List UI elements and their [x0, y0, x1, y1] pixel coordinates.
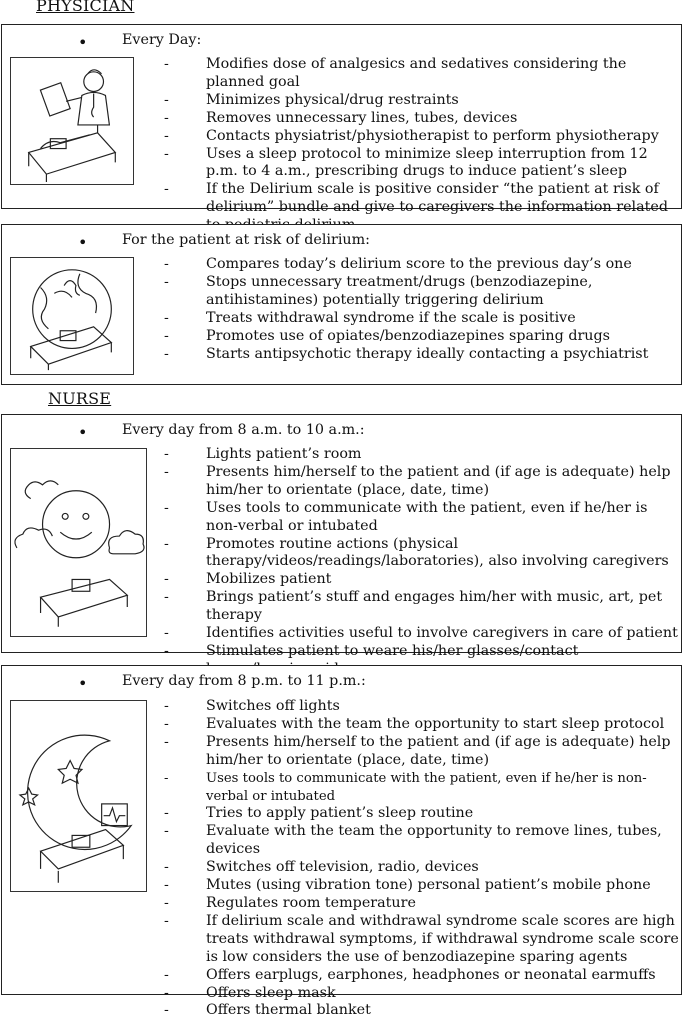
list-item: - Switches off television, radio, devices: [164, 859, 479, 876]
physician-daily-box: [1, 24, 682, 216]
list-item: - Tries to apply patient’s sleep routine: [164, 805, 474, 822]
list-item: - Stimulates patient to weare his/her glasses/contact: [164, 642, 579, 659]
list-item: - Offers sleep mask: [164, 984, 336, 1001]
physician-daily-list: [2, 56, 681, 235]
section-title: Every day from 8 a.m. to 10 a.m.:: [122, 422, 365, 438]
bullet: •: [78, 233, 88, 252]
list-item: - Promotes use of opiates/benzodiazepines sparing drugs: [164, 327, 611, 344]
physician-risk-box: [1, 224, 682, 385]
list-item: - Modifies dose of analgesics and sedatives considering the planned goal: [164, 56, 627, 90]
bullet: •: [78, 33, 88, 52]
list-item: - Stops unnecessary treatment/drugs (benzodiazepine, antihistamines) potentially triggering delirium: [164, 273, 593, 308]
nurse-evening-box: [1, 665, 682, 1019]
nurse-heading: NURSE: [48, 389, 112, 408]
list-item: - Offers thermal blanket: [164, 1002, 371, 1019]
bullet: •: [78, 674, 88, 693]
nurse-evening-list: [2, 698, 681, 1020]
nurse-morning-box: [1, 414, 682, 659]
list-item: - Brings patient’s stuff and engages him/her with music, art, pet therapy: [164, 589, 663, 624]
list-item: - Uses tools to communicate with the patient, even if he/her is non-verbal or intubated: [164, 499, 648, 534]
list-item: - Offers earplugs, earphones, headphones or neonatal earmuffs: [164, 966, 656, 983]
section-title: Every Day:: [122, 32, 202, 48]
physician-heading: PHYSICIAN: [36, 0, 135, 15]
list-item: - Contacts physiatrist/physiotherapist to perform physiotherapy: [164, 127, 659, 144]
list-item: - Treats withdrawal syndrome if the scale is positive: [164, 309, 576, 326]
list-item: - Lights patient’s room: [164, 446, 362, 462]
bullet: •: [78, 423, 88, 442]
list-item: - Regulates room temperature: [164, 894, 416, 911]
list-item: - If delirium scale and withdrawal syndrome scale scores are high treats withdrawal symptoms, if withdrawal syndrome scale score is low considers the use of benzodiazepine sparing agents: [164, 912, 679, 965]
list-item: - Identifies activities useful to involve caregivers in care of patient: [164, 625, 678, 642]
list-item: - Switches off lights: [164, 698, 340, 714]
nurse-morning-list: [2, 446, 681, 679]
section-title: For the patient at risk of delirium:: [122, 232, 370, 248]
list-item: - If the Delirium scale is positive consider “the patient at risk of delirium” bundle and give to caregivers the information related: [164, 181, 668, 216]
list-item: - Minimizes physical/drug restraints: [164, 91, 459, 108]
list-item: - Uses a sleep protocol to minimize sleep interruption from 12 p.m. to 4 a.m., prescribing drugs to induce patient’s sleep: [164, 145, 648, 180]
list-item: - Uses tools to communicate with the patient, even if he/her is non-verbal or intubated: [164, 770, 647, 804]
section-title: Every day from 8 p.m. to 11 p.m.:: [122, 673, 366, 689]
list-item: - Promotes routine actions (physical therapy/videos/readings/laboratories), also involving caregivers: [164, 535, 669, 570]
list-item: - Presents him/herself to the patient and (if age is adequate) help him/her to orientate (place, date, time): [164, 733, 671, 768]
list-item: - Removes unnecessary lines, tubes, devices: [164, 109, 518, 126]
list-item: - Presents him/herself to the patient and (if age is adequate) help him/her to orientate (place, date, time): [164, 463, 671, 498]
list-item: - Evaluate with the team the opportunity to remove lines, tubes, devices: [164, 823, 662, 858]
list-item: - Mutes (using vibration tone) personal patient’s mobile phone: [164, 877, 651, 894]
list-item: - Starts antipsychotic therapy ideally contacting a psychiatrist: [164, 345, 649, 362]
list-item: - Evaluates with the team the opportunity to start sleep protocol: [164, 715, 665, 732]
list-item: - Mobilizes patient: [164, 571, 332, 588]
physician-risk-list: [2, 256, 681, 363]
list-item: - Compares today’s delirium score to the previous day’s one: [164, 256, 632, 272]
